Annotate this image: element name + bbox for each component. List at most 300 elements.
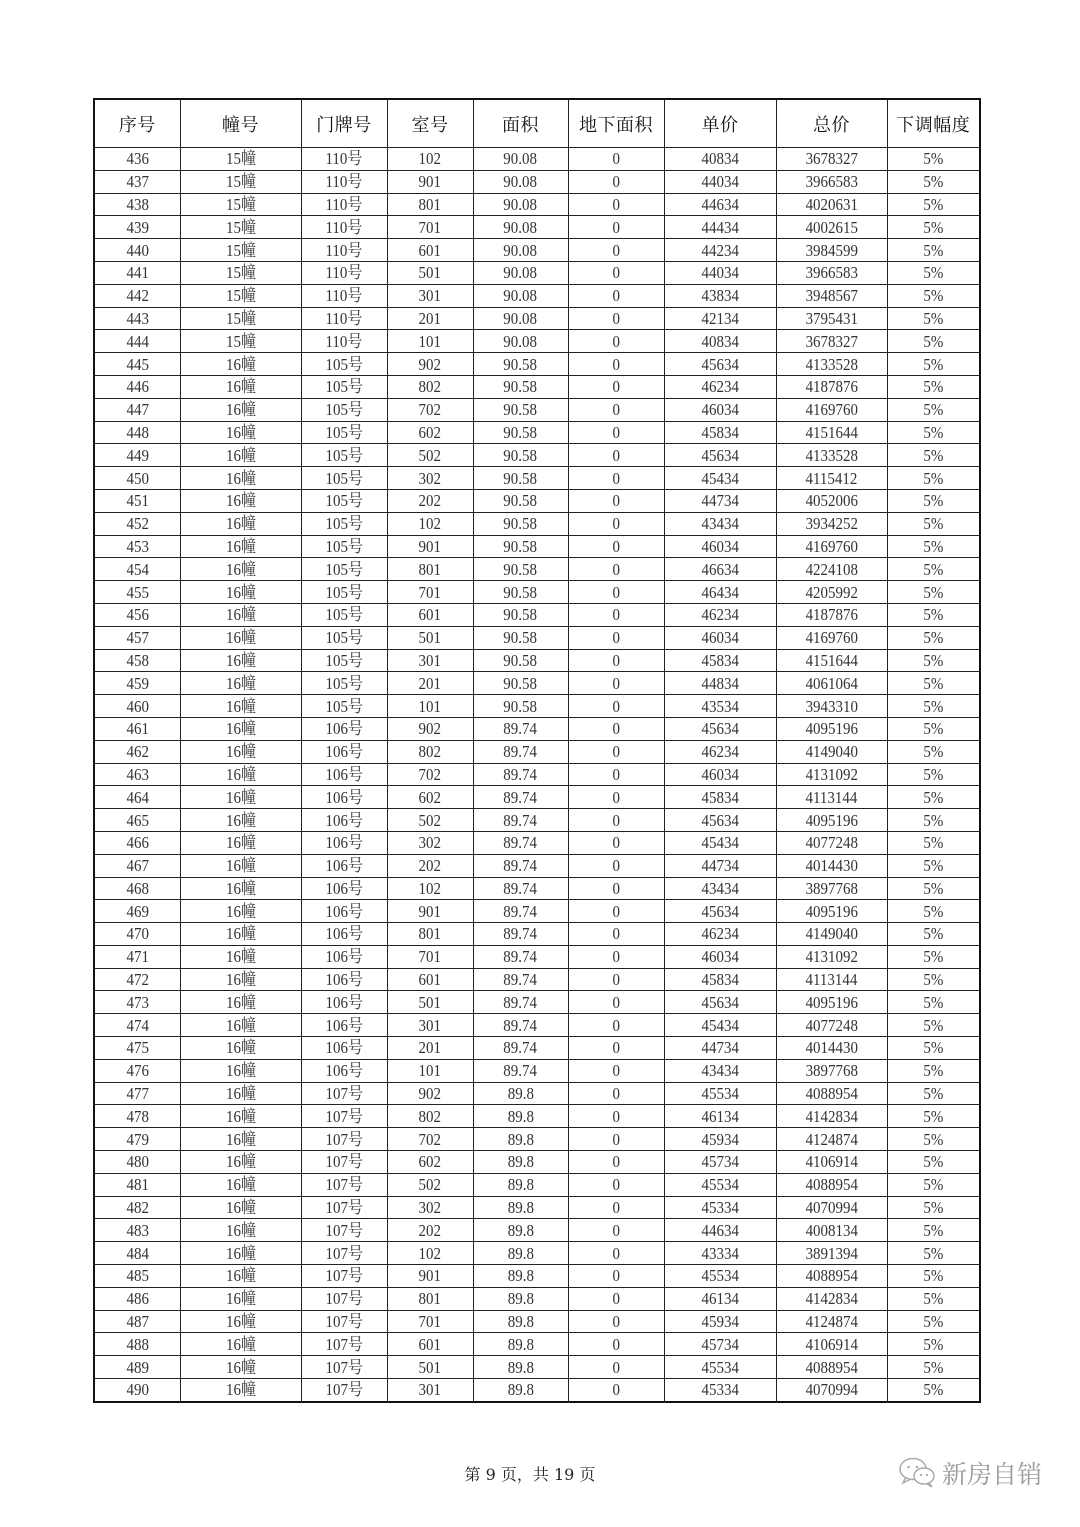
cell-text: 0 <box>612 468 620 488</box>
cell-text: 5% <box>923 1266 944 1286</box>
table-row <box>94 148 980 171</box>
cell-col-reduction <box>887 421 980 444</box>
cell-col-basement-area <box>568 1287 664 1310</box>
cell-col-room <box>387 854 473 877</box>
cell-text: 4008134 <box>805 1220 858 1240</box>
cell-text: 484 <box>126 1243 149 1263</box>
cell-col-building <box>180 900 301 923</box>
cell-col-total-price <box>776 1356 887 1379</box>
cell-text: 445 <box>126 354 149 374</box>
table-row <box>94 1379 980 1402</box>
cell-text: 3966583 <box>805 172 858 192</box>
header-col-building: 幢号 <box>180 99 301 148</box>
cell-col-room <box>387 261 473 284</box>
cell-col-building <box>180 307 301 330</box>
cell-text: 478 <box>126 1106 149 1126</box>
cell-col-reduction <box>887 1037 980 1060</box>
cell-col-room <box>387 1196 473 1219</box>
cell-col-door-number <box>301 831 387 854</box>
cell-col-building <box>180 991 301 1014</box>
cell-col-total-price <box>776 991 887 1014</box>
cell-col-room <box>387 809 473 832</box>
cell-col-index <box>94 512 180 535</box>
cell-col-reduction <box>887 193 980 216</box>
cell-col-area <box>473 1151 568 1174</box>
cell-col-unit-price <box>664 1287 776 1310</box>
cell-text: 5% <box>923 1289 944 1309</box>
cell-col-basement-area <box>568 148 664 171</box>
cell-text: 0 <box>612 536 620 556</box>
cell-text: 15幢 <box>225 172 256 192</box>
cell-text: 5% <box>923 491 944 511</box>
cell-col-basement-area <box>568 170 664 193</box>
cell-col-unit-price <box>664 444 776 467</box>
cell-text: 16幢 <box>225 1129 256 1149</box>
watermark-text: 新房自销 <box>942 1460 1043 1489</box>
cell-text: 4124874 <box>805 1312 858 1332</box>
cell-col-total-price <box>776 1333 887 1356</box>
cell-text: 90.58 <box>503 536 538 556</box>
cell-text: 4106914 <box>805 1334 858 1354</box>
cell-col-basement-area <box>568 421 664 444</box>
cell-col-door-number <box>301 581 387 604</box>
cell-col-unit-price <box>664 1059 776 1082</box>
cell-col-total-price <box>776 809 887 832</box>
cell-text: 466 <box>126 833 149 853</box>
cell-text: 5% <box>923 719 944 739</box>
cell-col-total-price <box>776 786 887 809</box>
cell-text: 89.8 <box>507 1152 534 1172</box>
cell-text: 201 <box>418 673 442 693</box>
cell-col-reduction <box>887 1105 980 1128</box>
cell-text: 90.58 <box>503 422 538 442</box>
cell-text: 15幢 <box>225 240 256 260</box>
cell-col-total-price <box>776 626 887 649</box>
cell-col-unit-price <box>664 1082 776 1105</box>
cell-col-area <box>473 1219 568 1242</box>
cell-col-area <box>473 923 568 946</box>
cell-col-index <box>94 991 180 1014</box>
cell-col-room <box>387 1014 473 1037</box>
cell-col-index <box>94 831 180 854</box>
cell-col-area <box>473 148 568 171</box>
cell-text: 90.58 <box>503 582 538 602</box>
cell-col-door-number <box>301 991 387 1014</box>
cell-text: 601 <box>418 240 442 260</box>
cell-col-index <box>94 1014 180 1037</box>
table-row <box>94 489 980 512</box>
cell-col-building <box>180 717 301 740</box>
cell-col-total-price <box>776 512 887 535</box>
cell-col-index <box>94 626 180 649</box>
cell-text: 0 <box>612 1061 620 1081</box>
cell-text: 5% <box>923 172 944 192</box>
cell-text: 45834 <box>701 422 739 442</box>
cell-col-basement-area <box>568 239 664 262</box>
cell-col-reduction <box>887 581 980 604</box>
cell-col-door-number <box>301 398 387 421</box>
cell-col-index <box>94 558 180 581</box>
cell-col-room <box>387 1310 473 1333</box>
cell-text: 5% <box>923 308 944 328</box>
cell-col-basement-area <box>568 1128 664 1151</box>
cell-col-total-price <box>776 900 887 923</box>
cell-text: 4133528 <box>805 445 858 465</box>
cell-col-area <box>473 1037 568 1060</box>
cell-text: 16幢 <box>225 878 256 898</box>
cell-col-index <box>94 1242 180 1265</box>
cell-text: 43434 <box>701 514 739 534</box>
cell-col-building <box>180 353 301 376</box>
cell-text: 89.8 <box>507 1106 534 1126</box>
table-row <box>94 239 980 262</box>
cell-col-building <box>180 330 301 353</box>
cell-text: 451 <box>126 491 149 511</box>
cell-text: 477 <box>126 1084 149 1104</box>
cell-col-unit-price <box>664 330 776 353</box>
cell-col-unit-price <box>664 1219 776 1242</box>
cell-col-reduction <box>887 786 980 809</box>
cell-text: 105号 <box>325 536 363 556</box>
cell-text: 46234 <box>701 377 739 397</box>
cell-col-area <box>473 854 568 877</box>
cell-text: 110号 <box>325 217 363 237</box>
cell-text: 602 <box>418 422 442 442</box>
cell-text: 43534 <box>701 696 739 716</box>
cell-col-basement-area <box>568 330 664 353</box>
cell-col-area <box>473 581 568 604</box>
table-row <box>94 1356 980 1379</box>
table-row <box>94 1105 980 1128</box>
cell-text: 90.08 <box>503 194 538 214</box>
cell-text: 4133528 <box>805 354 858 374</box>
cell-col-area <box>473 444 568 467</box>
cell-text: 601 <box>418 1334 442 1354</box>
table-row <box>94 603 980 626</box>
cell-col-basement-area <box>568 284 664 307</box>
cell-text: 105号 <box>325 628 363 648</box>
cell-text: 0 <box>612 1084 620 1104</box>
cell-col-index <box>94 809 180 832</box>
cell-col-building <box>180 1082 301 1105</box>
cell-col-building <box>180 1356 301 1379</box>
cell-text: 105号 <box>325 514 363 534</box>
table-row <box>94 1242 980 1265</box>
cell-col-room <box>387 831 473 854</box>
cell-col-room <box>387 375 473 398</box>
cell-col-area <box>473 558 568 581</box>
table-row <box>94 1310 980 1333</box>
cell-col-total-price <box>776 535 887 558</box>
cell-col-basement-area <box>568 1356 664 1379</box>
cell-col-area <box>473 307 568 330</box>
cell-col-total-price <box>776 1379 887 1402</box>
cell-col-reduction <box>887 1196 980 1219</box>
cell-text: 4088954 <box>805 1084 858 1104</box>
cell-col-door-number <box>301 239 387 262</box>
cell-col-unit-price <box>664 603 776 626</box>
table-row <box>94 1173 980 1196</box>
table-row <box>94 193 980 216</box>
cell-col-unit-price <box>664 467 776 490</box>
cell-col-basement-area <box>568 216 664 239</box>
cell-text: 45534 <box>701 1175 739 1195</box>
cell-col-index <box>94 261 180 284</box>
cell-text: 105号 <box>325 673 363 693</box>
cell-text: 601 <box>418 605 442 625</box>
cell-col-basement-area <box>568 695 664 718</box>
cell-text: 901 <box>418 901 442 921</box>
cell-text: 4142834 <box>805 1289 858 1309</box>
cell-col-door-number <box>301 740 387 763</box>
cell-col-index <box>94 923 180 946</box>
cell-text: 502 <box>418 445 442 465</box>
cell-col-area <box>473 193 568 216</box>
cell-col-room <box>387 216 473 239</box>
cell-text: 105号 <box>325 559 363 579</box>
cell-col-total-price <box>776 1128 887 1151</box>
cell-col-reduction <box>887 717 980 740</box>
cell-text: 105号 <box>325 605 363 625</box>
cell-col-room <box>387 535 473 558</box>
cell-text: 5% <box>923 149 944 169</box>
cell-text: 5% <box>923 696 944 716</box>
table-row <box>94 398 980 421</box>
cell-text: 452 <box>126 514 149 534</box>
cell-col-door-number <box>301 558 387 581</box>
cell-text: 16幢 <box>225 559 256 579</box>
cell-text: 301 <box>418 650 442 670</box>
cell-text: 4061064 <box>805 673 858 693</box>
cell-text: 302 <box>418 468 442 488</box>
cell-col-door-number <box>301 1173 387 1196</box>
cell-col-building <box>180 1310 301 1333</box>
cell-col-reduction <box>887 1333 980 1356</box>
cell-text: 0 <box>612 149 620 169</box>
cell-text: 0 <box>612 400 620 420</box>
cell-col-index <box>94 353 180 376</box>
cell-text: 89.74 <box>503 810 538 830</box>
table-row <box>94 900 980 923</box>
cell-text: 5% <box>923 650 944 670</box>
cell-text: 89.8 <box>507 1175 534 1195</box>
cell-text: 45334 <box>701 1198 739 1218</box>
table-row <box>94 968 980 991</box>
cell-col-building <box>180 284 301 307</box>
cell-text: 449 <box>126 445 149 465</box>
cell-text: 102 <box>418 149 442 169</box>
cell-col-basement-area <box>568 1151 664 1174</box>
cell-col-building <box>180 1014 301 1037</box>
cell-col-unit-price <box>664 900 776 923</box>
cell-col-building <box>180 1219 301 1242</box>
cell-col-door-number <box>301 809 387 832</box>
cell-text: 5% <box>923 764 944 784</box>
cell-col-index <box>94 1037 180 1060</box>
cell-col-area <box>473 1356 568 1379</box>
cell-text: 45634 <box>701 810 739 830</box>
cell-col-basement-area <box>568 740 664 763</box>
cell-col-reduction <box>887 626 980 649</box>
cell-text: 90.58 <box>503 673 538 693</box>
cell-col-index <box>94 375 180 398</box>
cell-col-unit-price <box>664 558 776 581</box>
cell-text: 46134 <box>701 1289 739 1309</box>
cell-col-unit-price <box>664 1379 776 1402</box>
cell-col-basement-area <box>568 444 664 467</box>
cell-col-area <box>473 626 568 649</box>
cell-text: 5% <box>923 901 944 921</box>
cell-col-total-price <box>776 1082 887 1105</box>
table-row <box>94 330 980 353</box>
cell-text: 5% <box>923 286 944 306</box>
cell-text: 16幢 <box>225 605 256 625</box>
cell-text: 89.8 <box>507 1243 534 1263</box>
cell-text: 465 <box>126 810 149 830</box>
cell-text: 90.58 <box>503 559 538 579</box>
cell-col-door-number <box>301 148 387 171</box>
cell-text: 90.08 <box>503 308 538 328</box>
cell-col-index <box>94 1105 180 1128</box>
table-row <box>94 558 980 581</box>
cell-text: 4014430 <box>805 856 858 876</box>
cell-text: 44634 <box>701 194 739 214</box>
cell-text: 16幢 <box>225 856 256 876</box>
cell-text: 46034 <box>701 764 739 784</box>
cell-text: 89.8 <box>507 1334 534 1354</box>
cell-col-index <box>94 467 180 490</box>
cell-col-building <box>180 1128 301 1151</box>
cell-col-building <box>180 740 301 763</box>
cell-col-basement-area <box>568 1310 664 1333</box>
cell-col-reduction <box>887 353 980 376</box>
cell-text: 16幢 <box>225 514 256 534</box>
cell-text: 16幢 <box>225 1061 256 1081</box>
cell-text: 4149040 <box>805 924 858 944</box>
cell-text: 46034 <box>701 400 739 420</box>
cell-col-reduction <box>887 170 980 193</box>
cell-text: 42134 <box>701 308 739 328</box>
cell-text: 454 <box>126 559 149 579</box>
cell-text: 43434 <box>701 1061 739 1081</box>
cell-text: 90.08 <box>503 240 538 260</box>
cell-col-building <box>180 444 301 467</box>
cell-col-room <box>387 398 473 421</box>
cell-col-index <box>94 945 180 968</box>
cell-col-door-number <box>301 1287 387 1310</box>
cell-col-basement-area <box>568 1014 664 1037</box>
cell-text: 443 <box>126 308 149 328</box>
cell-col-area <box>473 330 568 353</box>
cell-text: 46234 <box>701 924 739 944</box>
cell-col-area <box>473 216 568 239</box>
table-row <box>94 1128 980 1151</box>
cell-text: 107号 <box>325 1198 363 1218</box>
cell-col-building <box>180 398 301 421</box>
cell-text: 46134 <box>701 1106 739 1126</box>
cell-text: 5% <box>923 787 944 807</box>
cell-col-door-number <box>301 1037 387 1060</box>
cell-text: 89.8 <box>507 1312 534 1332</box>
cell-text: 4095196 <box>805 992 858 1012</box>
cell-col-reduction <box>887 239 980 262</box>
cell-text: 5% <box>923 810 944 830</box>
cell-text: 0 <box>612 377 620 397</box>
cell-text: 44034 <box>701 263 739 283</box>
cell-col-total-price <box>776 1037 887 1060</box>
cell-text: 46034 <box>701 628 739 648</box>
cell-col-unit-price <box>664 239 776 262</box>
cell-col-reduction <box>887 1356 980 1379</box>
cell-col-area <box>473 649 568 672</box>
cell-text: 0 <box>612 582 620 602</box>
cell-text: 0 <box>612 673 620 693</box>
cell-text: 302 <box>418 833 442 853</box>
cell-text: 701 <box>418 217 442 237</box>
cell-col-index <box>94 239 180 262</box>
cell-col-room <box>387 763 473 786</box>
cell-col-door-number <box>301 170 387 193</box>
cell-text: 16幢 <box>225 810 256 830</box>
cell-col-total-price <box>776 923 887 946</box>
cell-col-building <box>180 831 301 854</box>
cell-text: 106号 <box>325 810 363 830</box>
cell-text: 16幢 <box>225 764 256 784</box>
cell-text: 15幢 <box>225 331 256 351</box>
cell-col-total-price <box>776 193 887 216</box>
cell-text: 102 <box>418 514 442 534</box>
cell-text: 5% <box>923 1220 944 1240</box>
cell-text: 302 <box>418 1198 442 1218</box>
cell-text: 106号 <box>325 833 363 853</box>
cell-col-room <box>387 444 473 467</box>
cell-text: 0 <box>612 719 620 739</box>
cell-text: 107号 <box>325 1106 363 1126</box>
cell-col-index <box>94 444 180 467</box>
cell-text: 0 <box>612 1312 620 1332</box>
cell-text: 5% <box>923 422 944 442</box>
table-row <box>94 512 980 535</box>
cell-text: 16幢 <box>225 719 256 739</box>
table-row <box>94 353 980 376</box>
cell-col-unit-price <box>664 968 776 991</box>
cell-text: 40834 <box>701 149 739 169</box>
cell-text: 5% <box>923 1175 944 1195</box>
cell-col-reduction <box>887 1310 980 1333</box>
table-row <box>94 375 980 398</box>
cell-text: 16幢 <box>225 992 256 1012</box>
cell-text: 16幢 <box>225 1380 256 1400</box>
cell-col-index <box>94 649 180 672</box>
cell-text: 5% <box>923 354 944 374</box>
cell-text: 107号 <box>325 1152 363 1172</box>
cell-col-unit-price <box>664 1333 776 1356</box>
cell-col-area <box>473 1173 568 1196</box>
cell-text: 602 <box>418 787 442 807</box>
cell-col-area <box>473 261 568 284</box>
cell-col-index <box>94 1173 180 1196</box>
cell-col-door-number <box>301 786 387 809</box>
cell-text: 89.74 <box>503 1015 538 1035</box>
table-row <box>94 1287 980 1310</box>
cell-col-area <box>473 740 568 763</box>
cell-text: 4106914 <box>805 1152 858 1172</box>
cell-text: 701 <box>418 1312 442 1332</box>
cell-text: 902 <box>418 354 442 374</box>
cell-col-basement-area <box>568 1219 664 1242</box>
cell-text: 90.58 <box>503 514 538 534</box>
cell-text: 801 <box>418 924 442 944</box>
